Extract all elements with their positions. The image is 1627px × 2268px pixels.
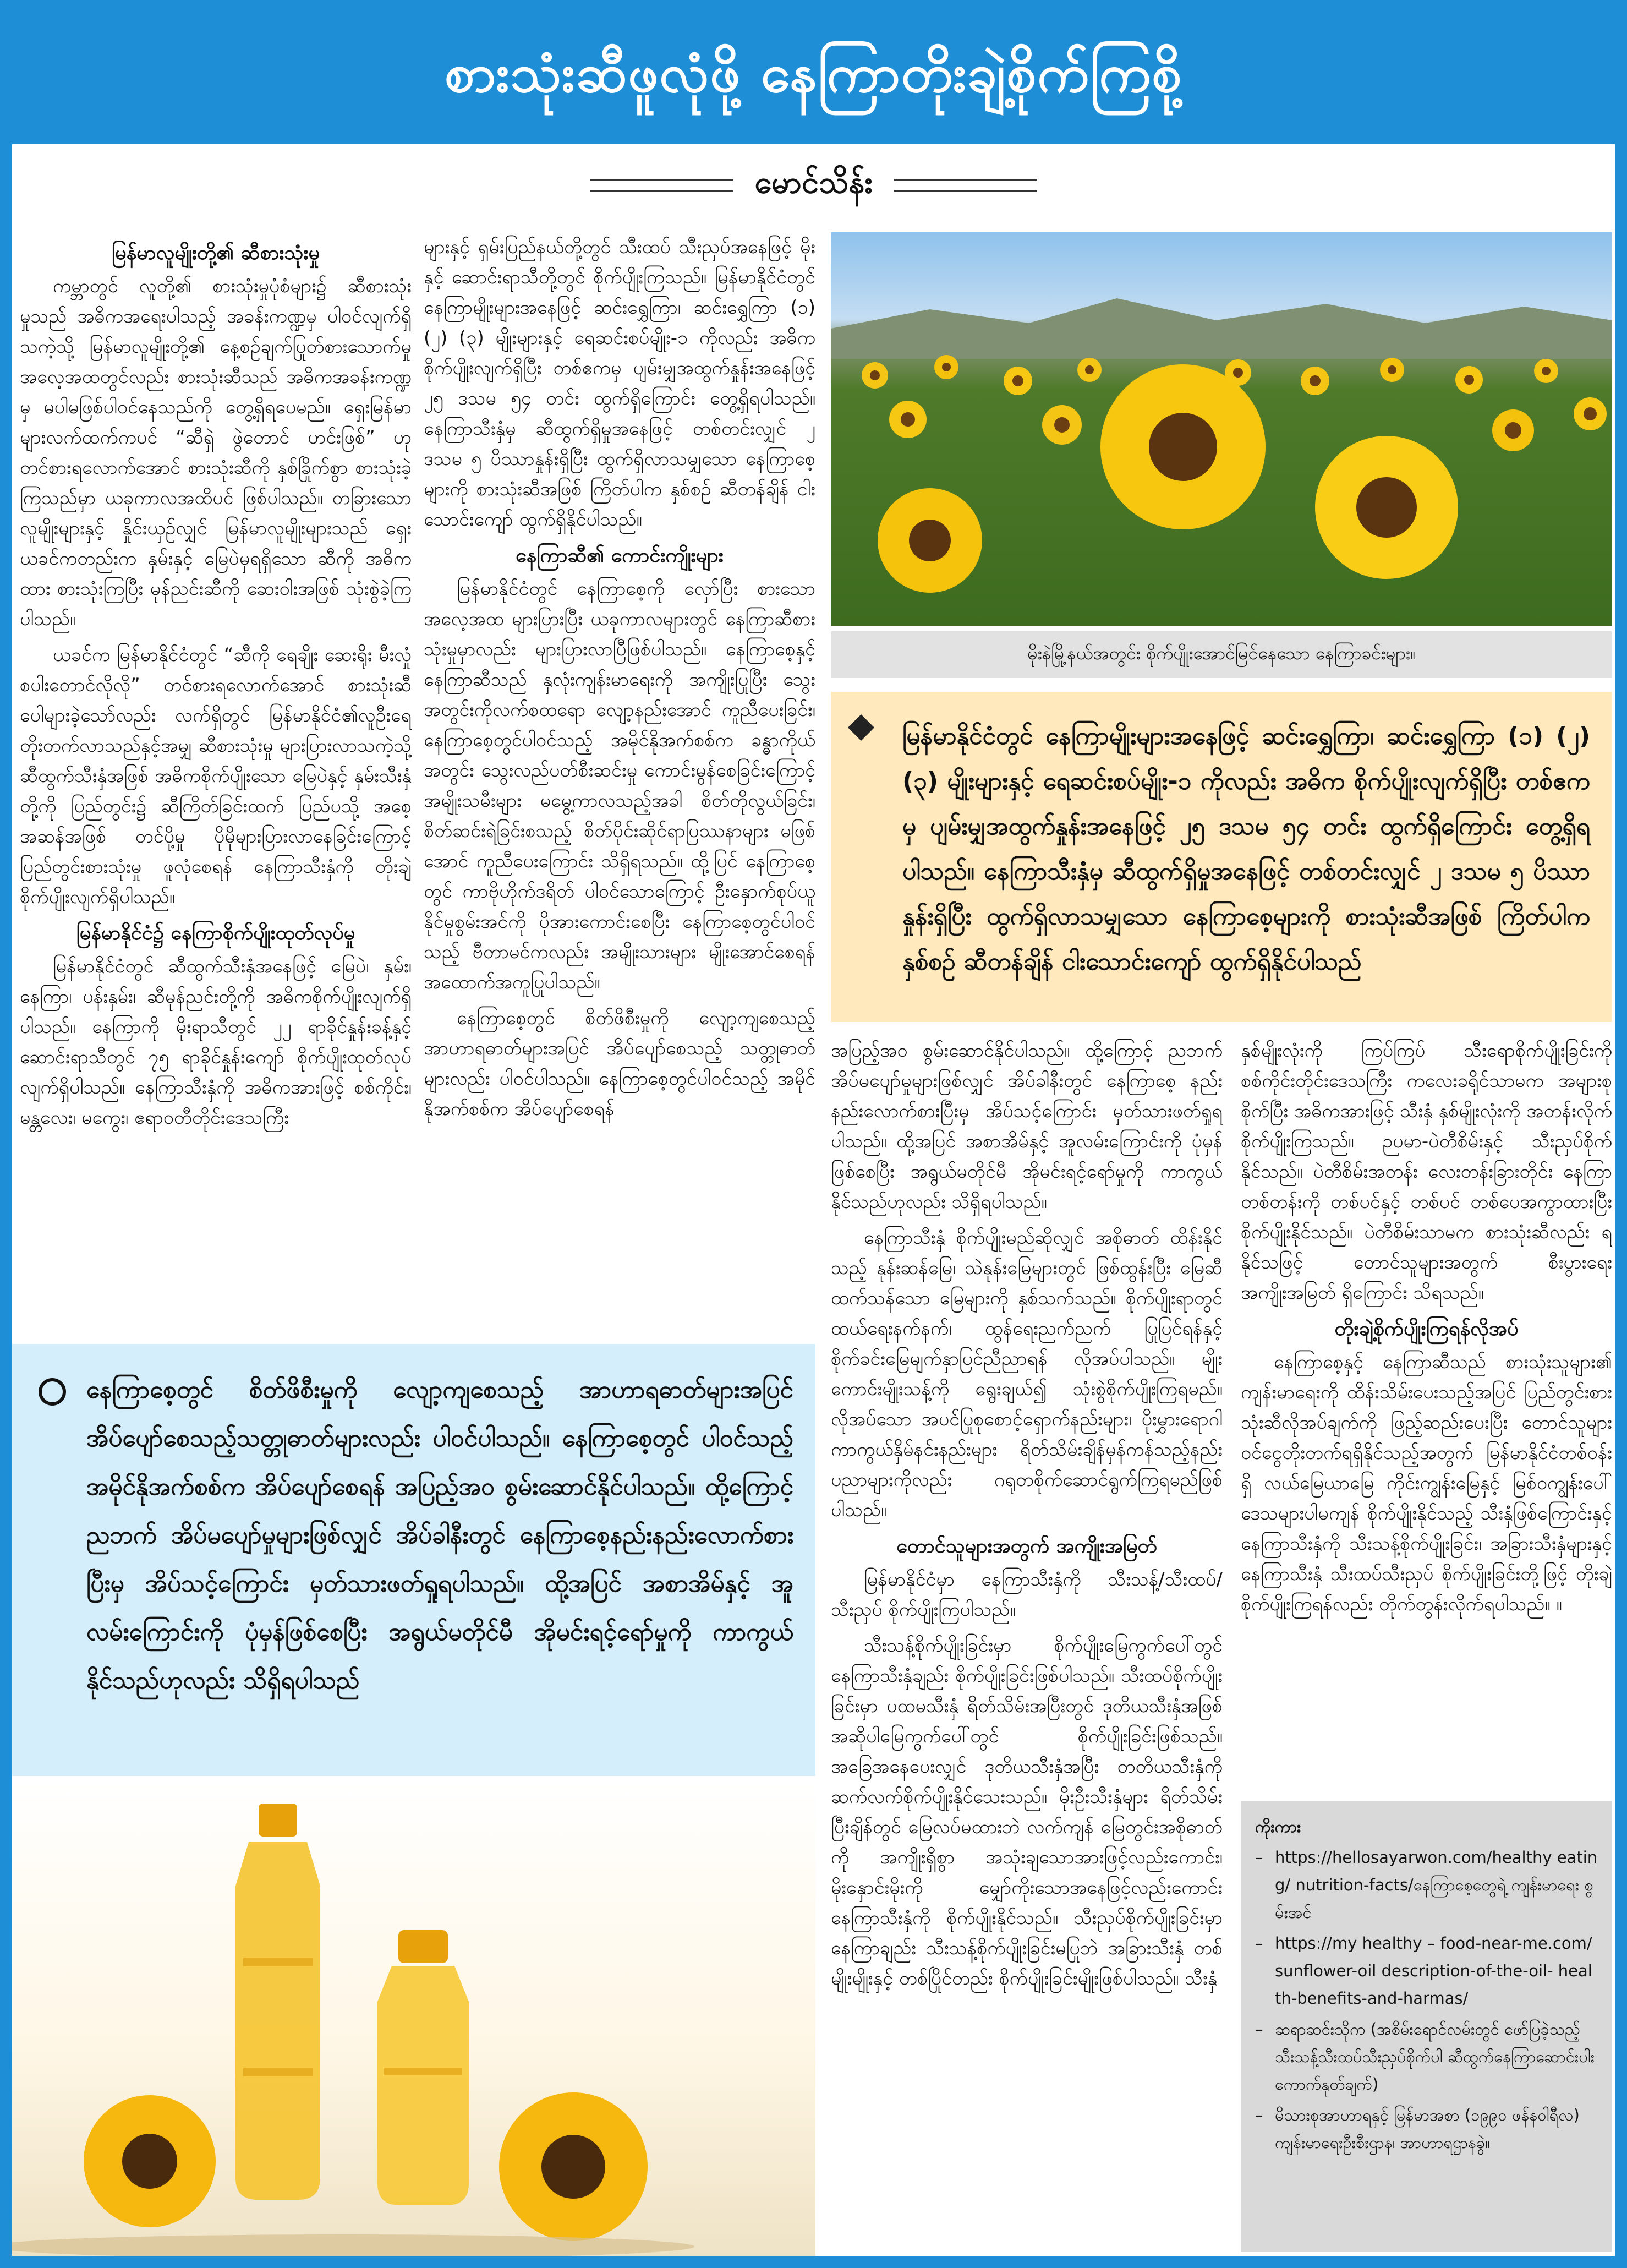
paragraph: မြန်မာနိုင်ငံမှာ နေကြာသီးနှံကို သီးသန့်/သီးထပ်/သီးညှပ် စိုက်ပျိုးကြပါသည်။ bbox=[831, 1569, 1223, 1621]
pull-quote-sleep bbox=[12, 1344, 815, 1776]
paragraph: နေကြာစေ့နှင့် နေကြာဆီသည် စားသုံးသူများ၏ ကျန်းမာရေးကို ထိန်းသိမ်းပေးသည့်အပြင် ပြည်တွင်းစားသုံးဆီလိုအပ်ချက်ကို ဖြည့်ဆည်းပေးပြီး တောင်သူများ ဝင်ငွေတိုးတက်ရရှိနိုင်သည့်အတွက် မြန်မာနိုင်ငံတစ်ဝန်းရှိ လယ်မြေယာမြေ ကိုင်းကျွန်းမြေနှင့် မြစ်ဝကျွန်းပေါ်ဒေသများပါမကျန် စိုက်ပျိုးနိုင်သည့် သီးနှံဖြစ်ကြောင်းနှင့် နေကြာသီးနှံကို သီးသန့်စိုက်ပျိုးခြင်း၊ အခြားသီးနှံများနှင့် နေကြာသီးနှံ သီးထပ်သီးညှပ် စိုက်ပျိုးခြင်းတို့ဖြင့် တိုးချဲ့စိုက်ပျိုးကြရန်လည်း တိုက်တွန်းလိုက်ရပါသည်။ ။ bbox=[1241, 1351, 1612, 1615]
article-title: စားသုံးဆီဖူလုံဖို့ နေကြာတိုးချဲ့စိုက်ကြစို့ bbox=[444, 42, 1183, 104]
small-oil-bottle bbox=[377, 1930, 469, 2205]
reference-item: – https://my healthy – food-near-me.com/ sunflower-oil description-of-the-oil- health-benefits-and-harmas/ bbox=[1255, 1930, 1598, 2012]
foreground-sunflower-small bbox=[1315, 436, 1458, 579]
reference-item: – မိသားစုအာဟာရနှင့် မြန်မာအစာ (၁၉၉၀ ဖန်နဝါရီလ) ကျန်းမာရေးဦးစီးဌာန၊ အာဟာရဌာနခွဲ။ bbox=[1255, 2101, 1598, 2156]
heading-oil-consumption: မြန်မာလူမျိုးတို့၏ ဆီစားသုံးမှု bbox=[111, 242, 320, 264]
references-box bbox=[1241, 1801, 1612, 2252]
paragraph: မြန်မာနိုင်ငံတွင် ဆီထွက်သီးနှံအနေဖြင့် မြေပဲ၊ နှမ်း၊ နေကြာ၊ ပန်းနှမ်း၊ ဆီမုန်ညင်းတို့ကို အဓိကစိုက်ပျိုးလျက်ရှိပါသည်။ နေကြာကို မိုးရာသီတွင် ၂၂ ရာခိုင်နှုန်းခန့်နှင့် ဆောင်းရာသီတွင် ၇၅ ရာခိုင်နှုန်းကျော် စိုက်ပျိုးထုတ်လုပ်လျက်ရှိပါသည်။ နေကြာသီးနှံကို အဓိကအားဖြင့် စစ်ကိုင်း၊ မန္တလေး၊ မကွေး၊ ဧရာဝတီတိုင်းဒေသကြီး bbox=[20, 955, 412, 1129]
paragraph: အပြည့်အဝ စွမ်းဆောင်နိုင်ပါသည်။ ထို့ကြောင့် ညဘက် အိပ်မပျော်မှုများဖြစ်လျှင် အိပ်ခါနီးတွင် နေကြာစေ့ နည်းနည်းလောက်စားပြီးမှ အိပ်သင့်ကြောင်း မှတ်သားဖတ်ရှုရပါသည်။ ထို့အပြင် အစာအိမ်နှင့် အူလမ်းကြောင်းကို ပုံမှန်ဖြစ်စေပြီး အရွယ်မတိုင်မီ အိုမင်းရင့်ရော်မှုကို ကာကွယ်နိုင်သည်ဟုလည်း သိရှိရပါသည်။ bbox=[831, 1040, 1223, 1213]
paragraph: နေကြာသီးနှံ စိုက်ပျိုးမည်ဆိုလျှင် အစိုဓာတ် ထိန်းနိုင်သည့် နုန်းဆန်မြေ၊ သဲနုန်းမြေများတွင် ဖြစ်ထွန်းပြီး မြေဆီထက်သန်သော မြေများကို နှစ်သက်သည်။ စိုက်ပျိုးရာတွင် ထယ်ရေးနက်နက်၊ ထွန်ရေးညက်ညက် ပြုပြင်ရန်နှင့် စိုက်ခင်းမြေမျက်နှာပြင်ညီညာရန် လိုအပ်ပါသည်။ မျိုးကောင်းမျိုးသန့်ကို ရွေးချယ်၍ သုံးစွဲစိုက်ပျိုးကြရမည်။ လိုအပ်သော အပင်ပြုစုစောင့်ရှောက်နည်းများ၊ ပိုးမွှားရောဂါကာကွယ်နှိမ်နင်းနည်းများ ရိတ်သိမ်းချိန်မှန်ကန်သည့်နည်းပညာများကိုလည်း ဂရုတစိုက်ဆောင်ရွက်ကြရမည်ဖြစ်ပါသည်။ bbox=[831, 1227, 1223, 1521]
paragraph: များနှင့် ရှမ်းပြည်နယ်တို့တွင် သီးထပ် သီးညှပ်အနေဖြင့် မိုးနှင့် ဆောင်းရာသီတို့တွင် စိုက်ပျိုးကြသည်။ မြန်မာနိုင်ငံတွင် နေကြာမျိုးများအနေဖြင့် ဆင်းရွှေကြာ၊ ဆင်းရွှေကြာ (၁) (၂) (၃) မျိုးများနှင့် ရေဆင်းစပ်မျိုး-၁ ကိုလည်း အဓိက စိုက်ပျိုးလျက်ရှိပြီး တစ်ဧကမှ ပျမ်းမျှအထွက်နှုန်းအနေဖြင့် ၂၅ ဒသမ ၅၄ တင်း ထွက်ရှိကြောင်း တွေ့ရှိရပါသည်။ နေကြာသီးနှံမှ ဆီထွက်ရှိမှုအနေဖြင့် တစ်တင်းလျှင် ၂ ဒသမ ၅ ပိဿာနှုန်းရှိပြီး ထွက်ရှိလာသမျှသော နေကြာစေ့များကို စားသုံးဆီအဖြစ် ကြိတ်ပါက နှစ်စဉ် ဆီတန်ချိန် ငါးသောင်းကျော် ထွက်ရှိနိုင်ပါသည်။ bbox=[424, 236, 815, 531]
references-title: ကိုးကား bbox=[1255, 1817, 1301, 1836]
heading-sunflower-oil-benefits: နေကြာဆီ၏ ကောင်းကျိုးများ bbox=[516, 544, 724, 567]
byline-rule-right bbox=[894, 179, 1037, 192]
diamond-bullet-icon bbox=[848, 714, 874, 741]
title-banner bbox=[12, 12, 1615, 144]
paragraph: မြန်မာနိုင်ငံတွင် နေကြာစေ့ကို လှော်ပြီး စားသော အလေ့အထ များပြားပြီး ယခုကာလများတွင် နေကြာဆီစားသုံးမှုမှာလည်း များပြားလာပြီဖြစ်ပါသည်။ နေကြာစေ့နှင့် နေကြာဆီသည် နှလုံးကျန်းမာရေးကို အကျိုးပြုပြီး သွေးအတွင်းကိုလက်စထရော လျော့နည်းအောင် ကူညီပေးခြင်း၊ နေကြာစေ့တွင်ပါဝင်သည့် အမိုင်နိုအက်စစ်က ခန္ဓာကိုယ်အတွင်း သွေးလည်ပတ်စီးဆင်းမှု ကောင်းမွန်စေခြင်းကြောင့် အမျိုးသမီးများ မမွေ့ကာလသည့်အခါ စိတ်တိုလွယ်ခြင်း၊ စိတ်ဆင်းရဲခြင်းစသည့် စိတ်ပိုင်းဆိုင်ရာပြဿနာများ မဖြစ်အောင် ကူညီပေးကြောင်း သိရှိရသည်။ ထို့ပြင် နေကြာစေ့တွင် ကာဗိုဟိုက်ဒရိတ် ပါဝင်သောကြောင့် ဦးနှောက်စုပ်ယူနိုင်မှုစွမ်းအင်ကို ပိုအားကောင်းစေပြီး နေကြာစေ့တွင်ပါဝင်သည့် ဗီတာမင်ကလည်း အမျိုးသားများ မျိုးအောင်စေရန် အထောက်အကူပြုပါသည်။ bbox=[424, 578, 815, 993]
foreground-sunflower-large bbox=[1100, 364, 1266, 529]
byline-rule-left bbox=[590, 179, 733, 192]
page bbox=[12, 12, 1615, 2256]
sunflower-decoration-right bbox=[499, 2092, 648, 2241]
paragraph: ကမ္ဘာတွင် လူတို့၏ စားသုံးမှုပုံစံများ၌ ဆီစားသုံးမှုသည် အဓိကအရေးပါသည့် အခန်းကဏ္ဍမှ ပါဝင်လျက်ရှိသကဲ့သို့ မြန်မာလူမျိုးတို့၏ နေ့စဉ်ချက်ပြုတ်စားသောက်မှု အလေ့အထတွင်လည်း စားသုံးဆီသည် အဓိကအခန်းကဏ္ဍမှ မပါမဖြစ်ပါဝင်နေသည်ကို တွေ့ရှိရပေမည်။ ရှေးမြန်မာများလက်ထက်ကပင် “ဆီရှဲ ဖွဲတောင် ဟင်းဖြစ်” ဟု တင်စားရလောက်အောင် စားသုံးဆီကို နှစ်ခြိုက်စွာ စားသုံးခဲ့ကြသည်မှာ ယခုကာလအထိပင် ဖြစ်ပါသည်။ တခြားသော လူမျိုးများနှင့် နှိုင်းယှဉ်လျှင် မြန်မာလူမျိုးများသည် ရှေးယခင်ကတည်းက နှမ်းနှင့် မြေပဲမှရရှိသော ဆီကို အဓိကထား စားသုံးကြပြီး မုန်ညင်းဆီကို ဆေးဝါးအဖြစ် သုံးစွဲခဲ့ကြပါသည်။ bbox=[20, 275, 412, 630]
reference-item: – ဆရာဆင်းသိုက (အစိမ်းရောင်လမ်းတွင် ဖော်ပြခဲ့သည့် သီးသန့်သီးထပ်သီးညှပ်စိုက်ပါ ဆီထွက်နေကြာဆောင်းပါး ကောက်နုတ်ချက်) bbox=[1255, 2015, 1598, 2098]
pull-quote-sleep-text: နေကြာစေ့တွင် စိတ်ဖိစီးမှုကို လျော့ကျစေသည့် အာဟာရဓာတ်များအပြင် အိပ်ပျော်စေသည့်သတ္တုဓာတ်များလည်း ပါဝင်ပါသည်။ နေကြာစေ့တွင် ပါဝင်သည့် အမိုင်နိုအက်စစ်က အိပ်ပျော်စေရန် အပြည့်အဝ စွမ်းဆောင်နိုင်ပါသည်။ ထို့ကြောင့် ညဘက် အိပ်မပျော်မှုများဖြစ်လျှင် အိပ်ခါနီးတွင် နေကြာစေ့နည်းနည်းလောက်စားပြီးမှ အိပ်သင့်ကြောင်း မှတ်သားဖတ်ရှုရပါသည်။ ထို့အပြင် အစာအိမ်နှင့် အူလမ်းကြောင်းကို ပုံမှန်ဖြစ်စေပြီး အရွယ်မတိုင်မီ အိုမင်းရင့်ရော်မှုကို ကာကွယ်နိုင်သည်ဟုလည်း သိရှိရပါသည် bbox=[86, 1376, 793, 1695]
paragraph: နှစ်မျိုးလုံးကို ကြပ်ကြပ် သီးရောစိုက်ပျိုးခြင်းကို စစ်ကိုင်းတိုင်းဒေသကြီး ကလေးခရိုင်သာမက အများစုစိုက်ပြီး အဓိကအားဖြင့် သီးနှံ နှစ်မျိုးလုံးကို အတန်းလိုက် စိုက်ပျိုးကြသည်။ ဉပမာ-ပဲတီစိမ်းနှင့် သီးညှပ်စိုက်နိုင်သည်။ ပဲတီစိမ်းအတန်း လေးတန်းခြားတိုင်း နေကြာတစ်တန်းကို တစ်ပင်နှင့် တစ်ပင် တစ်ပေအကွာထားပြီး စိုက်ပျိုးနိုင်သည်။ ပဲတီစိမ်းသာမက စားသုံးဆီလည်း ရနိုင်သဖြင့် တောင်သူများအတွက် စီးပွားရေးအကျိုးအမြတ် ရှိကြောင်း သိရသည်။ bbox=[1241, 1040, 1612, 1304]
column-1 bbox=[20, 232, 412, 1333]
heading-expand-cultivation: တိုးချဲ့စိုက်ပျိုးကြရန်လိုအပ် bbox=[1334, 1318, 1519, 1340]
oil-bottles-illustration bbox=[12, 1781, 815, 2256]
paragraph: ယခင်က မြန်မာနိုင်ငံတွင် “ဆီကို ရေချိုး ဆေးရိုး မီးလှုံ စပါးတောင်လိုလို” တင်စားရလောက်အောင် စားသုံးဆီ ပေါများခဲ့သော်လည်း လက်ရှိတွင် မြန်မာနိုင်ငံ၏လူဦးရေ တိုးတက်လာသည်နှင့်အမျှ ဆီစားသုံးမှု များပြားလာသကဲ့သို့ ဆီထွက်သီးနှံအဖြစ် အဓိကစိုက်ပျိုးသော မြေပဲနှင့် နှမ်းသီးနှံတို့ကို ပြည်တွင်း၌ ဆီကြိတ်ခြင်းထက် ပြည်ပသို့ အစေ့အဆန်အဖြစ် တင်ပို့မှု ပိုမိုများပြားလာနေခြင်းကြောင့် ပြည်တွင်းစားသုံးမှု ဖူလုံစေရန် နေကြာသီးနှံကို တိုးချဲ့စိုက်ပျိုးလျက်ရှိပါသည်။ bbox=[20, 644, 412, 908]
author-name: မောင်သိန်း bbox=[754, 165, 873, 200]
heading-sunflower-production: မြန်မာနိုင်ငံ၌ နေကြာစိုက်ပျိုးထုတ်လုပ်မှု bbox=[76, 922, 355, 944]
sunflower-field-photo bbox=[831, 232, 1612, 626]
column-3 bbox=[831, 1036, 1223, 2255]
foreground-sunflower-left bbox=[878, 488, 982, 593]
sunflower-decoration-left bbox=[84, 2095, 216, 2227]
photo-caption: မိုးနဲမြို့နယ်အတွင်း စိုက်ပျိုးအောင်မြင်နေသော နေကြာခင်းများ။ bbox=[831, 631, 1612, 678]
large-oil-bottle bbox=[235, 1804, 320, 2200]
reference-item: – https://hellosayarwon.com/healthy eating/ nutrition-facts/နေကြာစေ့တွေရဲ့ ကျန်းမာရေး စွမ်းအင် bbox=[1255, 1844, 1598, 1926]
heading-farmer-profit: တောင်သူများအတွက် အကျိုးအမြတ် bbox=[896, 1535, 1157, 1557]
references-list bbox=[1255, 1844, 1598, 2156]
paragraph: သီးသန့်စိုက်ပျိုးခြင်းမှာ စိုက်ပျိုးမြေကွက်ပေါ်တွင် နေကြာသီးနှံချည်း စိုက်ပျိုးခြင်းဖြစ်ပါသည်။ သီးထပ်စိုက်ပျိုးခြင်းမှာ ပထမသီးနှံ ရိတ်သိမ်းအပြီးတွင် ဒုတိယသီးနှံအဖြစ် အဆိုပါမြေကွက်ပေါ်တွင် စိုက်ပျိုးခြင်းဖြစ်သည်။ အခြေအနေပေးလျှင် ဒုတိယသီးနှံအပြီး တတိယသီးနှံကို ဆက်လက်စိုက်ပျိုးနိုင်သေးသည်။ မိုးဦးသီးနှံများ ရိတ်သိမ်းပြီးချိန်တွင် မြေလပ်မထားဘဲ လက်ကျန် မြေတွင်းအစိုဓာတ်ကို အကျိုးရှိစွာ အသုံးချသောအားဖြင့်လည်းကောင်း၊ မိုးနှောင်းမိုးကို မျှော်ကိုးသောအနေဖြင့်လည်းကောင်း နေကြာသီးနှံကို စိုက်ပျိုးနိုင်သည်။ သီးညှပ်စိုက်ပျိုးခြင်းမှာ နေကြာချည်း သီးသန့်စိုက်ပျိုးခြင်းမပြုဘဲ အခြားသီးနှံ တစ်မျိုးမျိုးနှင့် တစ်ပြိုင်တည်း စိုက်ပျိုးခြင်းမျိုးဖြစ်ပါသည်။ သီးနှံ bbox=[831, 1635, 1223, 1990]
pull-quote-yield bbox=[831, 692, 1612, 1022]
column-4 bbox=[1241, 1036, 1612, 1790]
sunflower-oil-bottles-photo bbox=[12, 1781, 815, 2256]
sunflower-field-illustration bbox=[831, 232, 1612, 626]
pull-quote-yield-text: မြန်မာနိုင်ငံတွင် နေကြာမျိုးများအနေဖြင့် ဆင်းရွှေကြာ၊ ဆင်းရွှေကြာ (၁) (၂) (၃) မျိုးများနှင့် ရေဆင်းစပ်မျိုး-၁ ကိုလည်း အဓိက စိုက်ပျိုးလျက်ရှိပြီး တစ်ဧကမှ ပျမ်းမျှအထွက်နှုန်းအနေဖြင့် ၂၅ ဒသမ ၅၄ တင်း ထွက်ရှိကြောင်း တွေ့ရှိရပါသည်။ နေကြာသီးနှံမှ ဆီထွက်ရှိမှုအနေဖြင့် တစ်တင်းလျှင် ၂ ဒသမ ၅ ပိဿာနှုန်းရှိပြီး ထွက်ရှိလာသမျှသော နေကြာစေ့များကို စားသုံးဆီအဖြစ် ကြိတ်ပါက နှစ်စဉ် ဆီတန်ချိန် ငါးသောင်းကျော် ထွက်ရှိနိုင်ပါသည် bbox=[902, 722, 1590, 976]
column-2 bbox=[424, 232, 815, 1333]
paragraph: နေကြာစေ့တွင် စိတ်ဖိစီးမှုကို လျော့ကျစေသည့် အာဟာရဓာတ်များအပြင် အိပ်ပျော်စေသည့် သတ္တုဓာတ်များလည်း ပါဝင်ပါသည်။ နေကြာစေ့တွင်ပါဝင်သည့် အမိုင်နိုအက်စစ်က အိပ်ပျော်စေရန် bbox=[424, 1007, 815, 1120]
circle-bullet-icon bbox=[39, 1378, 66, 1406]
byline bbox=[12, 161, 1615, 210]
